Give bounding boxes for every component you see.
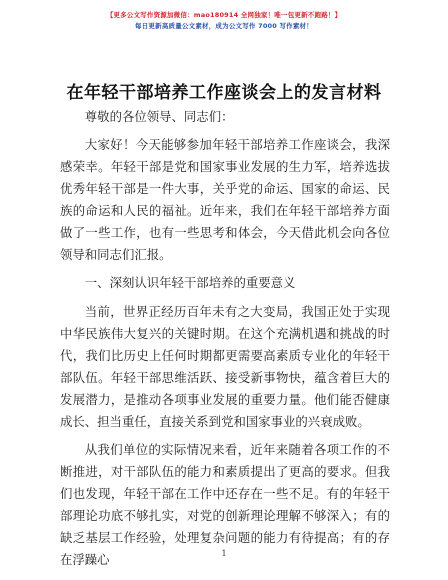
document-body: [60, 106, 390, 577]
paragraph-situation: 从我们单位的实际情况来看，近年来随着各项工作的不断推进，对干部队伍的能力和素质提出了更高的要求。但我们也发现，年轻干部在工作中还存在一些不足。有的年轻干部理论功底不够扎实，对党的创新理论理解不够深入；有的缺乏基层工作经验，处理复杂问题的能力有待提高；有的存在浮躁心: [60, 442, 390, 567]
promo-banner-line-1: 【更多公文写作资源加微信：mao180914 全网独家！唯一包更新不跑路！】: [106, 11, 342, 19]
paragraph-context: 当前，世界正经历百年未有之大变局，我国正处于实现中华民族伟大复兴的关键时期。在这个充满机遇和挑战的时代，我们比历史上任何时期都更需要高素质专业化的年轻干部队伍。年轻干部思维活跃、接受新事物快，蕴含着巨大的发展潜力，是推动各项事业发展的重要力量。他们能否健康成长、担当重任，直接关系到党和国家事业的兴衰成败。: [60, 304, 390, 429]
section-heading-1: 一、深刻认识年轻干部培养的重要意义: [84, 275, 296, 290]
document-title: 在年轻干部培养工作座谈会上的发言材料: [66, 83, 382, 103]
paragraph-opening: 大家好！今天能够参加年轻干部培养工作座谈会，我深感荣幸。年轻干部是党和国家事业发展的生力军，培养选拔优秀年轻干部是一件大事，关乎党的命运、国家的命运、民族的命运和人民的福祉。近年来，我们在年轻干部培养方面做了一些工作，也有一些思考和体会，今天借此机会向各位领导和同志们汇报。: [60, 137, 390, 262]
salutation: 尊敬的各位领导、同志们：: [84, 109, 234, 124]
promo-banner-line-2: 每日更新高质量公文素材，成为公文写作 7000 写作素材！: [135, 22, 313, 30]
page-number: 1: [221, 549, 227, 558]
